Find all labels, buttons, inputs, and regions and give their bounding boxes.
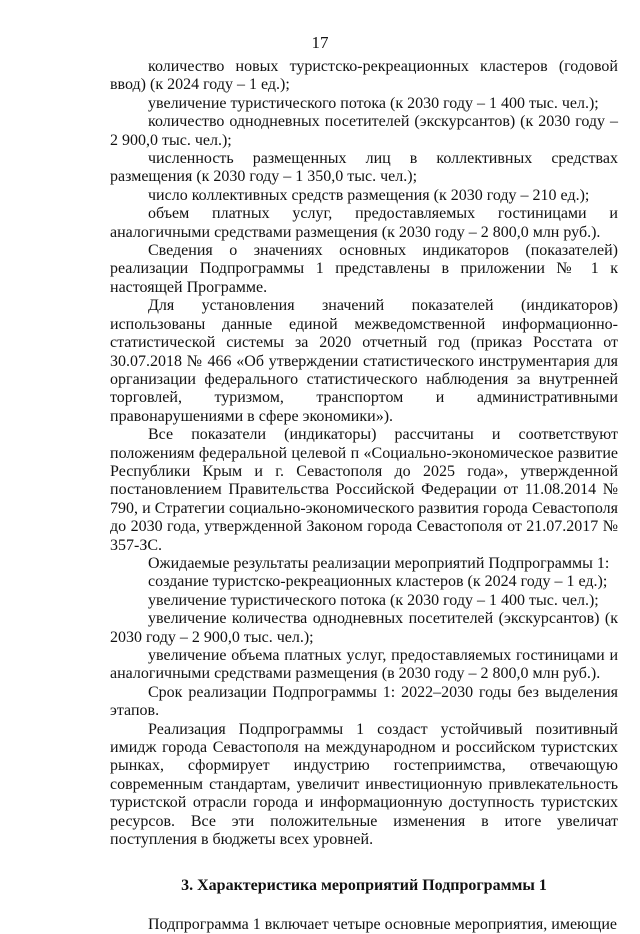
paragraph: Для установления значений показателей (индикаторов) использованы данные единой межведомственной информационно-статистической системы за 2020 отчетный год (приказ Росстата от 30.07.2018 № 466 «Об утверждении статистического инструментария для организации федерального статистического наблюдения за внутренней торговлей, туризмом, транспортом и административными правонарушениями в сфере экономики»). bbox=[110, 297, 618, 425]
paragraph: количество новых туристско-рекреационных кластеров (годовой ввод) (к 2024 году – 1 ед.); bbox=[110, 58, 618, 94]
document-body bbox=[110, 58, 618, 934]
paragraph: увеличение количества однодневных посетителей (экскурсантов) (к 2030 году – 2 900,0 тыс. чел.); bbox=[110, 610, 618, 646]
paragraph: увеличение туристического потока (к 2030 году – 1 400 тыс. чел.); bbox=[148, 591, 599, 609]
paragraph: Все показатели (индикаторы) рассчитаны и соответствуют положениям федеральной целевой п «Социально-экономическое развитие Республики Крым и г. Севастополя до 2025 года», утвержденной постановлением Правительства Российской Федерации от 11.08.2014 № 790, и Стратегии социально-экономического развития города Севастополя до 2030 года, утвержденной Законом города Севастополя от 21.07.2017 № 357-ЗС. bbox=[110, 426, 618, 554]
paragraph: объем платных услуг, предоставляемых гостиницами и аналогичными средствами размещения (к 2030 году – 2 800,0 млн руб.). bbox=[110, 205, 618, 241]
paragraph: Ожидаемые результаты реализации мероприятий Подпрограммы 1: bbox=[148, 554, 610, 572]
paragraph: Подпрограмма 1 включает четыре основные мероприятия, имеющие bbox=[148, 915, 617, 933]
page-number: 17 bbox=[311, 33, 329, 52]
paragraph: число коллективных средств размещения (к 2030 году – 210 ед.); bbox=[148, 186, 590, 204]
paragraph: увеличение туристического потока (к 2030 году – 1 400 тыс. чел.); bbox=[148, 94, 599, 112]
paragraph: количество однодневных посетителей (экскурсантов) (к 2030 году – 2 900,0 тыс. чел.); bbox=[110, 113, 618, 149]
paragraph: увеличение объема платных услуг, предоставляемых гостиницами и аналогичными средствами размещения (в 2030 году – 2 800,0 млн руб.). bbox=[110, 647, 618, 683]
paragraph: численность размещенных лиц в коллективных средствах размещения (к 2030 году – 1 350,0 тыс. чел.); bbox=[110, 150, 618, 186]
paragraph: Реализация Подпрограммы 1 создаст устойчивый позитивный имидж города Севастополя на международном и российском туристских рынках, сформирует индустрию гостеприимства, отвечающую современным стандартам, увеличит инвестиционную привлекательность туристской отрасли города и информационную доступность туристских ресурсов. Все эти положительные изменения в итоге увеличат поступления в бюджеты всех уровней. bbox=[110, 720, 618, 849]
paragraph: создание туристско-рекреационных кластеров (к 2024 году – 1 ед.); bbox=[148, 573, 608, 591]
paragraph: Срок реализации Подпрограммы 1: 2022–2030 годы без выделения этапов. bbox=[110, 683, 618, 720]
section-heading: 3. Характеристика мероприятий Подпрограммы 1 bbox=[181, 877, 547, 895]
paragraph: Сведения о значениях основных индикаторов (показателей) реализации Подпрограммы 1 представлены в приложении № 1 к настоящей Программе. bbox=[110, 242, 618, 296]
